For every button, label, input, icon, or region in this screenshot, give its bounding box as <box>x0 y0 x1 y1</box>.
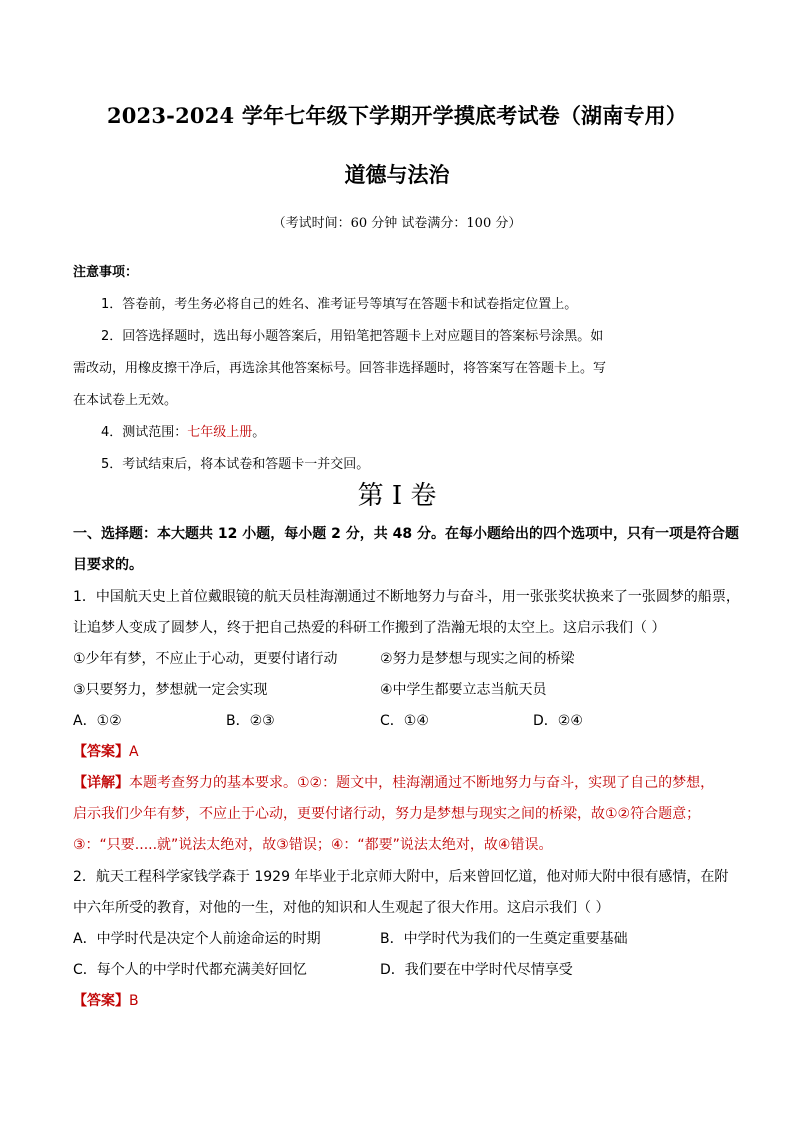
q1-choice-d: D．②④ <box>533 713 583 729</box>
part-title: 第 I 卷 <box>357 481 437 511</box>
q1-answer-value: A <box>129 744 139 760</box>
notice-item-2-line-1: 2．回答选择题时，选出每小题答案后，用铅笔把答题卡上对应题目的答案标号涂黑。如 <box>101 329 604 344</box>
notice-item-4-prefix: 4．测试范围： <box>101 425 188 440</box>
q1-answer <box>73 745 139 759</box>
notice-item-2-line-2: 需改动，用橡皮擦干净后，再选涂其他答案标号。回答非选择题时，将答案写在答题卡上。写 <box>73 361 607 376</box>
q2-choice-d: D．我们要在中学时代尽情享受 <box>380 962 573 978</box>
q2-choice-a: A．中学时代是决定个人前途命运的时期 <box>73 931 321 947</box>
notice-item-2-line-3: 在本试卷上无效。 <box>73 393 178 408</box>
q2-stem-line-2: 中六年所受的教育，对他的一生，对他的知识和人生观起了很大作用。这启示我们（ ） <box>73 900 610 916</box>
q2-answer-label: 【答案】 <box>73 993 129 1009</box>
q1-stem-line-1: 1．中国航天史上首位戴眼镜的航天员桂海潮通过不断地努力与奋斗，用一张张奖状换来了一张圆梦的船票， <box>73 589 740 605</box>
q1-stem-line-2: 让追梦人变成了圆梦人，终于把自己热爱的科研工作搬到了浩瀚无垠的太空上。这启示我们（ ） <box>73 620 666 636</box>
q1-choice-a: A．①② <box>73 713 122 729</box>
q1-statement-1: ①少年有梦，不应止于心动，更要付诸行动 <box>73 651 338 667</box>
subject-title: 道德与法治 <box>344 162 450 187</box>
q2-choice-c: C．每个人的中学时代都充满美好回忆 <box>73 962 307 978</box>
notice-item-4-scope: 七年级上册 <box>187 425 253 440</box>
notice-heading: 注意事项： <box>73 265 139 280</box>
q1-statement-2: ②努力是梦想与现实之间的桥梁 <box>380 651 575 667</box>
q2-choice-b: B．中学时代为我们的一生奠定重要基础 <box>380 931 628 947</box>
notice-item-4 <box>101 426 265 439</box>
exam-info: （考试时间：60 分钟 试卷满分：100 分） <box>272 216 522 231</box>
q1-statement-3: ③只要努力，梦想就一定会实现 <box>73 682 268 698</box>
q1-detail-line-1 <box>73 776 714 790</box>
q2-stem-line-1: 2．航天工程科学家钱学森于 1929 年毕业于北京师大附中，后来曾回忆道，他对师大附中很有感情，在附 <box>73 869 729 885</box>
q1-statement-4: ④中学生都要立志当航天员 <box>380 682 547 698</box>
section-heading-line-2: 目要求的。 <box>73 557 143 573</box>
q1-detail-label: 【详解】 <box>73 775 129 791</box>
notice-item-5: 5．考试结束后，将本试卷和答题卡一并交回。 <box>101 457 370 472</box>
q1-answer-label: 【答案】 <box>73 744 129 760</box>
notice-item-4-suffix: 。 <box>252 425 266 440</box>
q1-detail-line-3: ③：“只要.....就”说法太绝对，故③错误；④：“都要”说法太绝对，故④错误。 <box>73 837 553 853</box>
q1-detail-line-2: 启示我们少年有梦，不应止于心动，更要付诸行动，努力是梦想与现实之间的桥梁，故①②符合题意； <box>73 806 701 822</box>
exam-title: 2023-2024 学年七年级下学期开学摸底考试卷（湖南专用） <box>106 103 688 128</box>
notice-item-1: 1．答卷前，考生务必将自己的姓名、准考证号等填写在答题卡和试卷指定位置上。 <box>101 297 578 312</box>
q1-choice-c: C．①④ <box>380 713 429 729</box>
q1-detail-text-1: 本题考查努力的基本要求。①②：题文中，桂海潮通过不断地努力与奋斗，实现了自己的梦想， <box>129 775 715 791</box>
q1-choice-b: B．②③ <box>226 713 275 729</box>
section-heading-line-1: 一、选择题：本大题共 12 小题，每小题 2 分，共 48 分。在每小题给出的四个选项中，只有一项是符合题 <box>73 526 739 542</box>
q2-answer <box>73 994 139 1008</box>
q2-answer-value: B <box>129 993 139 1009</box>
